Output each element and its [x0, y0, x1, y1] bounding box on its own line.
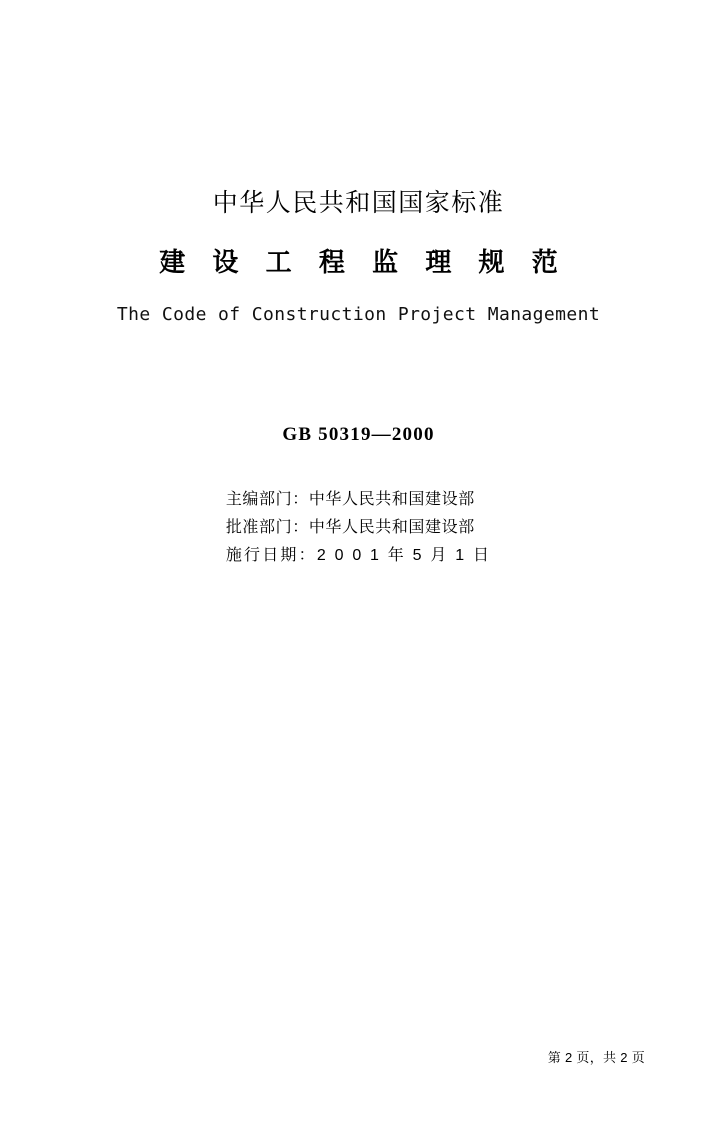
metadata-block: [0, 486, 717, 570]
metadata-row: [226, 514, 491, 542]
standard-code: GB 50319—2000: [282, 424, 435, 445]
page-footer: 第 2 页，共 2 页: [547, 1050, 645, 1065]
metadata-label: 主编部门：: [225, 491, 309, 508]
title-block: [0, 186, 717, 328]
metadata-row: [226, 542, 491, 570]
standard-authority-line: 中华人民共和国国家标准: [212, 189, 505, 217]
standard-title-english: The Code of Construction Project Management: [116, 304, 601, 325]
metadata-label: 施行日期：: [225, 547, 317, 564]
metadata-row: [226, 486, 491, 514]
metadata-value: 中华人民共和国建设部: [308, 491, 475, 508]
metadata-value: 中华人民共和国建设部: [308, 519, 475, 536]
metadata-value: 2 0 0 1 年 5 月 1 日: [316, 547, 492, 564]
metadata-label: 批准部门：: [225, 519, 309, 536]
page-title: 建 设 工 程 监 理 规 范: [159, 247, 568, 277]
